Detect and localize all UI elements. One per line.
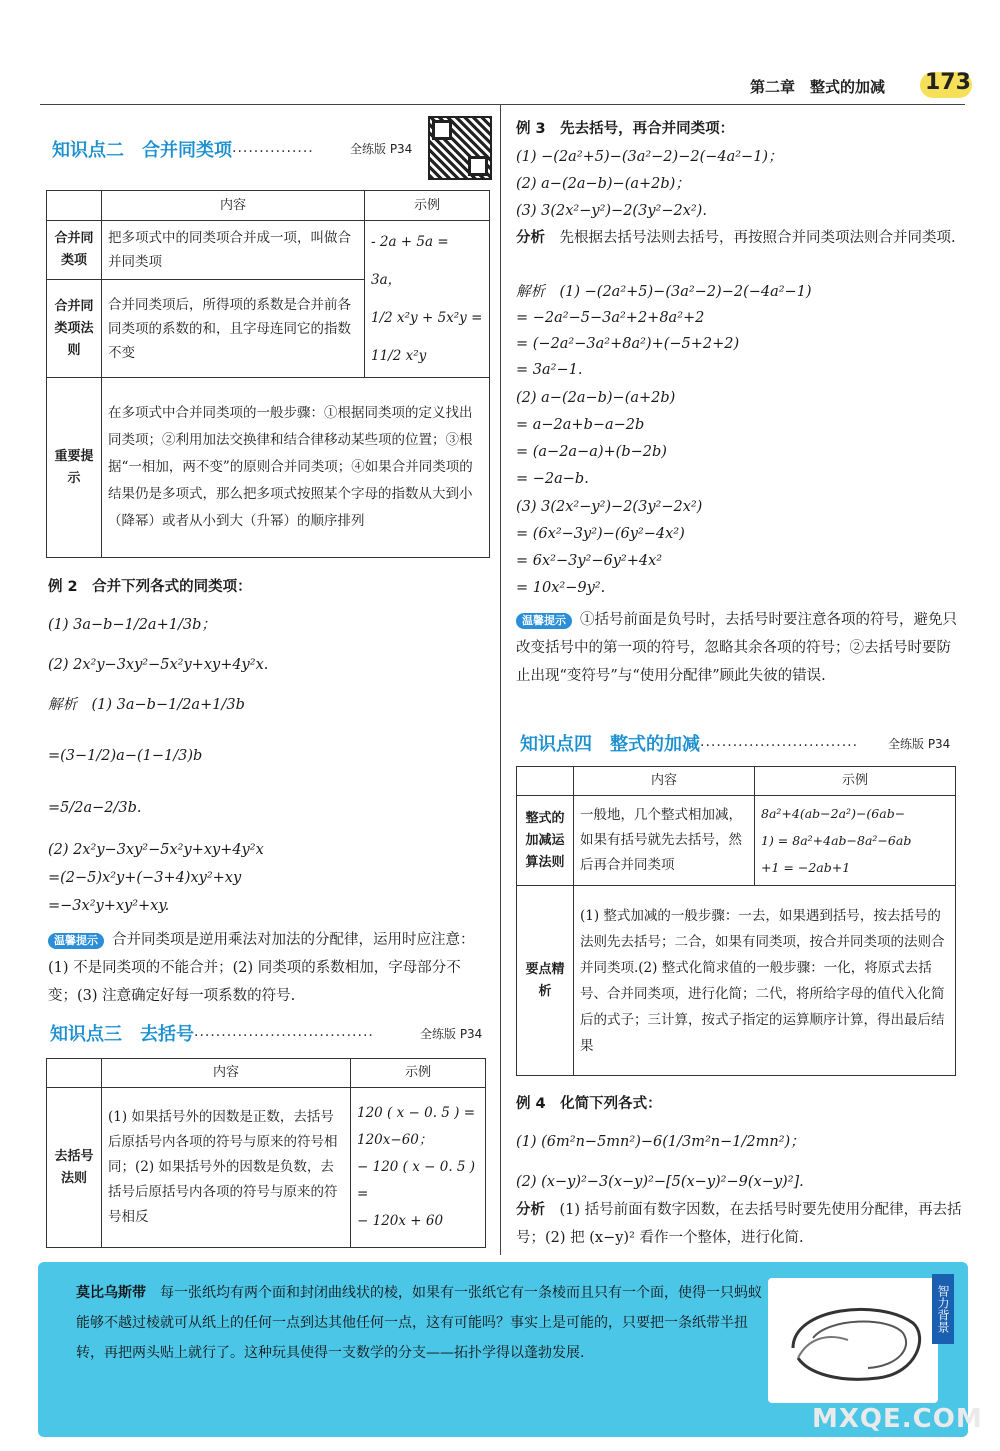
row-label: 重要提示 — [47, 378, 102, 558]
row-content: (1) 如果括号外的因数是正数，去括号后原括号内各项的符号与原来的符号相同；(2) 如果括号外的因数是负数，去括号后原括号内各项的符号与原来的符号相反 — [102, 1088, 351, 1248]
section-title-3 — [50, 1020, 374, 1046]
math-line: (2) a−(2a−b)−(a+2b) — [516, 390, 676, 406]
footer-text — [76, 1278, 766, 1368]
knowledge-table-2 — [46, 190, 490, 558]
math-line: (1) 3a−b−1/2a+1/3b； — [48, 617, 216, 633]
example-line: +1 = −2ab+1 — [761, 860, 851, 875]
column-header-content: 内容 — [574, 767, 755, 796]
side-tab: 智力背景 — [932, 1274, 954, 1344]
math-line: =−3x²y+xy²+xy. — [48, 898, 170, 914]
mobius-strip-image — [768, 1278, 938, 1403]
row-label: 要点精析 — [517, 886, 574, 1076]
example-cell — [351, 1088, 486, 1248]
header-rule — [40, 104, 965, 105]
math-line: (2) 2x²y−3xy²−5x²y+xy+4y²x. — [48, 657, 269, 673]
math-line: = −2a−b. — [516, 471, 589, 487]
row-content: (1) 整式加减的一般步骤：一去，如果遇到括号，按去括号的法则先去括号；二合，如果有同类项，按合并同类项的法则合并同类项.(2) 整式化简求值的一般步骤：一化，将原式去括号、合并同类项，进行化简；二代，将所给字母的值代入化简后的式子；三计算，按式子指定的运算顺序计算，得出最后结果 — [574, 886, 956, 1076]
math-line: =(2−5)x²y+(−3+4)xy²+xy — [48, 870, 242, 886]
section-ref[interactable]: 全练版 P34 — [350, 142, 413, 156]
analysis-paragraph — [516, 1196, 962, 1252]
column-header-example: 示例 — [755, 767, 956, 796]
example-line: 1/2 x²y + 5x²y = — [371, 310, 483, 326]
section-dots: ··············· — [232, 144, 314, 160]
column-header-example: 示例 — [365, 191, 490, 221]
column-header-example: 示例 — [351, 1059, 486, 1088]
math-line: = 3a²−1. — [516, 362, 583, 378]
example-line: 120 ( x − 0. 5 ) = — [357, 1105, 476, 1121]
example-line: - 2a + 5a = 3a， — [371, 234, 449, 288]
example-4-title: 例 4 化简下列各式： — [516, 1096, 662, 1112]
row-label: 合并同类项法则 — [47, 280, 102, 378]
row-content: 一般地，几个整式相加减，如果有括号就先去括号，然后再合并同类项 — [574, 796, 755, 886]
row-content: 合并同类项后，所得项的系数是合并前各同类项的系数的和，且字母连同它的指数不变 — [102, 280, 365, 378]
section-title-2 — [52, 136, 314, 162]
mobius-strip-icon — [768, 1278, 938, 1403]
example-line: 11/2 x²y — [371, 348, 427, 364]
math-line: (3) 3(2x²−y²)−2(3y²−2x²). — [516, 203, 707, 219]
math-line: =5/2a−2/3b. — [48, 800, 142, 816]
analysis-label: 分析 — [516, 230, 545, 246]
math-line: (2) a−(2a−b)−(a+2b)； — [516, 176, 690, 192]
row-content: 在多项式中合并同类项的一般步骤：①根据同类项的定义找出同类项；②利用加法交换律和结合律移动某些项的位置；③根据“一相加，两不变”的原则合并同类项；④如果合并同类项的结果仍是多项式，那么把多项式按照某个字母的指数从大到小（降幂）或者从小到大（升幂）的顺序排列 — [102, 378, 490, 558]
table-corner — [517, 767, 574, 796]
example-3-title: 例 3 先去括号，再合并同类项： — [516, 121, 735, 137]
example-line: 1) = 8a²+4ab−8a²−6ab — [761, 833, 912, 848]
section-title-text: 知识点三 去括号 — [50, 1024, 194, 1045]
math-line: = (−2a²−3a²+8a²)+(−5+2+2) — [516, 336, 740, 352]
section-title-text: 知识点二 合并同类项 — [52, 140, 232, 161]
analysis-text: 先根据去括号法则去括号，再按照合并同类项法则合并同类项. — [559, 230, 956, 246]
column-divider — [500, 105, 501, 1255]
example-line: 120x−60； — [357, 1132, 433, 1148]
table-corner — [47, 1059, 102, 1088]
table-corner — [47, 191, 102, 221]
example-line: 8a²+4(ab−2a²)−(6ab− — [761, 806, 906, 821]
qr-code-icon[interactable] — [428, 116, 492, 180]
row-label: 整式的加减运算法则 — [517, 796, 574, 886]
section-dots: ····························· — [700, 738, 859, 754]
example-cell — [755, 796, 956, 886]
section-title-4 — [520, 730, 858, 756]
example-cell — [365, 221, 490, 378]
math-line: = (a−2a−a)+(b−2b) — [516, 444, 667, 460]
section-ref[interactable]: 全练版 P34 — [420, 1027, 483, 1041]
math-line: = 10x²−9y². — [516, 580, 606, 596]
tip-text: ①括号前面是负号时，去括号时要注意各项的符号，避免只改变括号中的第一项的符号，忽略其余各项的符号；②去括号时要防止出现“变符号”与“使用分配律”顾此失彼的错误. — [516, 612, 957, 684]
math-line: = (6x²−3y²)−(6y²−4x²) — [516, 526, 685, 542]
example-line: − 120 ( x − 0. 5 ) = — [357, 1159, 476, 1202]
row-label: 合并同类项 — [47, 221, 102, 280]
page-number: 173 — [925, 70, 971, 95]
math-line: (2) 2x²y−3xy²−5x²y+xy+4y²x — [48, 842, 264, 858]
tip-text: 合并同类项是逆用乘法对加法的分配律，运用时应注意：(1) 不是同类项的不能合并；(2) 同类项的系数相加，字母部分不变；(3) 注意确定好每一项系数的符号. — [48, 932, 475, 1004]
tip-paragraph — [516, 606, 962, 690]
analysis-paragraph — [516, 224, 962, 252]
math-line: = a−2a+b−a−2b — [516, 417, 645, 433]
tip-badge: 温馨提示 — [48, 933, 104, 949]
knowledge-table-3 — [46, 1058, 486, 1248]
math-line: (1) (6m²n−5mn²)−6(1/3m²n−1/2mn²)； — [516, 1134, 805, 1150]
math-line: 解析 (1) −(2a²+5)−(3a²−2)−2(−4a²−1) — [516, 284, 812, 300]
math-line: (3) 3(2x²−y²)−2(3y²−2x²) — [516, 499, 703, 515]
footer-body: 每一张纸均有两个面和封闭曲线状的棱，如果有一张纸它有一条棱而且只有一个面，使得一只蚂蚁能够不越过棱就可从纸上的任何一点到达其他任何一点，这有可能吗？事实上是可能的，只要把一条纸带半扭转，再把两头贴上就行了。这种玩具使得一支数学的分支——拓扑学得以蓬勃发展. — [76, 1285, 762, 1361]
tip-paragraph — [48, 926, 488, 1010]
math-line: = −2a²−5−3a²+2+8a²+2 — [516, 310, 705, 326]
section-title-text: 知识点四 整式的加减 — [520, 734, 700, 755]
math-line: 解析 (1) 3a−b−1/2a+1/3b — [48, 697, 245, 713]
row-content: 把多项式中的同类项合并成一项，叫做合并同类项 — [102, 221, 365, 280]
example-2-title: 例 2 合并下列各式的同类项： — [48, 579, 252, 595]
footer-title: 莫比乌斯带 — [76, 1285, 146, 1301]
math-line: (2) (x−y)²−3(x−y)²−[5(x−y)²−9(x−y)²]. — [516, 1174, 804, 1190]
knowledge-table-4 — [516, 766, 956, 1076]
page-header — [750, 72, 980, 102]
section-dots: ································· — [194, 1028, 374, 1044]
math-line: =(3−1/2)a−(1−1/3)b — [48, 748, 203, 764]
math-line: = 6x²−3y²−6y²+4x² — [516, 553, 663, 569]
watermark: MXQE.COM — [812, 1404, 983, 1434]
chapter-title: 第二章 整式的加减 — [750, 78, 886, 96]
analysis-label: 分析 — [516, 1202, 545, 1218]
column-header-content: 内容 — [102, 191, 365, 221]
tip-badge: 温馨提示 — [516, 613, 572, 629]
example-line: − 120x + 60 — [357, 1213, 444, 1229]
row-label: 去括号法则 — [47, 1088, 102, 1248]
section-ref[interactable]: 全练版 P34 — [888, 737, 951, 751]
column-header-content: 内容 — [102, 1059, 351, 1088]
math-line: (1) −(2a²+5)−(3a²−2)−2(−4a²−1)； — [516, 149, 783, 165]
analysis-text: (1) 括号前面有数字因数，在去括号时要先使用分配律，再去括号；(2) 把 (x−y)² 看作一个整体，进行化简. — [516, 1202, 962, 1246]
